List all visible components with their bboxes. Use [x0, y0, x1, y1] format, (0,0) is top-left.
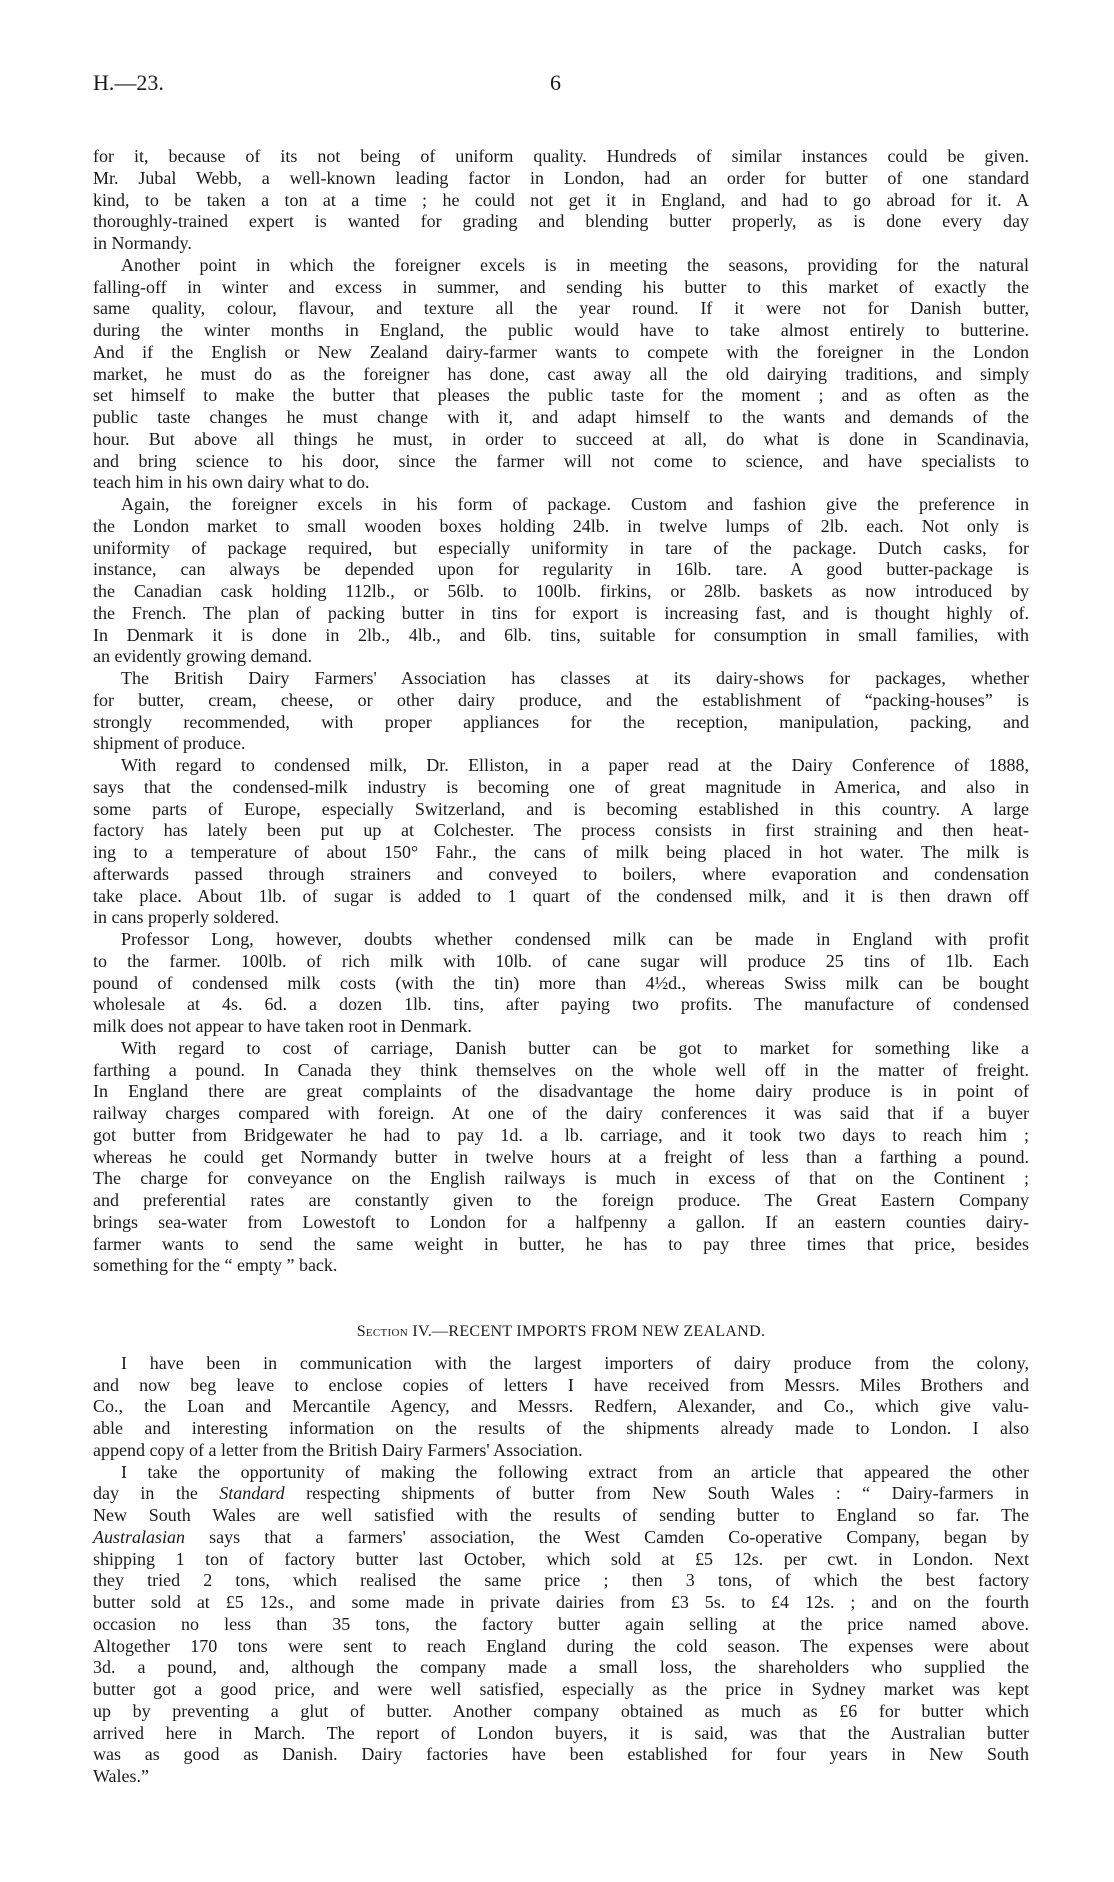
paragraph [93, 1462, 1029, 1788]
paragraph [93, 1038, 1029, 1277]
paragraph [93, 755, 1029, 929]
section-label: Section [356, 1323, 409, 1340]
text-line: Another point in which the foreigner excels is in meeting the seasons, providing for the natural [121, 254, 1029, 275]
text-line: falling-off in winter and excess in summer, and sending his butter to this market of exactly the [93, 276, 1029, 297]
text-line: strongly recommended, with proper appliances for the reception, manipulation, packing, and [93, 711, 1029, 732]
text-line: railway charges compared with foreign. At one of the dairy conferences it was said that if a buyer [93, 1103, 1029, 1123]
text-line: arrived here in March. The report of London buyers, it is said, was that the Australian butter [93, 1722, 1029, 1743]
text-line: shipment of produce. [93, 733, 246, 754]
text-line: Mr. Jubal Webb, a well-known leading factor in London, had an order for butter of one standard [93, 167, 1029, 188]
text-line: market, he must do as the foreigner has done, cast away all the old dairying traditions, and simply [93, 363, 1029, 384]
paragraph [93, 929, 1029, 1038]
text-line: farthing a pound. In Canada they think themselves on the whole well off in the matter of freight. [93, 1059, 1029, 1080]
text-line: With regard to cost of carriage, Danish butter can be got to market for something like a [121, 1037, 1029, 1058]
text-line: The British Dairy Farmers' Association has classes at its dairy-shows for packages, whether [121, 668, 1029, 688]
page-number: 6 [550, 70, 561, 95]
paragraph [93, 494, 1029, 668]
text-line: same quality, colour, flavour, and texture all the year round. If it were not for Danish butter, [93, 298, 1029, 319]
text-line: Co., the Loan and Mercantile Agency, and Messrs. Redfern, Alexander, and Co., which give valu- [93, 1396, 1029, 1417]
text-line: thoroughly-trained expert is wanted for grading and blending butter properly, as is done every day [93, 211, 1029, 232]
text-line: afterwards passed through strainers and conveyed to boilers, where evaporation and condensation [93, 863, 1029, 884]
paragraph [93, 668, 1029, 755]
text-line: during the winter months in England, the public would have to take almost entirely to butterine. [93, 320, 1029, 340]
text-fragment: says that a farmers' association, the West Camden Co-operative Company, began by [185, 1526, 1029, 1547]
section-iv [93, 1353, 1029, 1788]
text-line: set himself to make the butter that pleases the public taste for the moment ; and as often as the [93, 385, 1029, 406]
text-line: pound of condensed milk costs (with the tin) more than 4½d., whereas Swiss milk can be bought [93, 972, 1029, 993]
text-line: ing to a temperature of about 150° Fahr., the cans of milk being placed in hot water. The milk is [93, 842, 1029, 862]
text-line: for butter, cream, cheese, or other dairy produce, and the establishment of “packing-houses” is [93, 689, 1029, 710]
section-title: IV.—RECENT IMPORTS FROM NEW ZEALAND. [412, 1323, 766, 1340]
text-line: Altogether 170 tons were sent to reach England during the cold season. The expenses were about [93, 1635, 1029, 1656]
text-line: In England there are great complaints of the disadvantage the home dairy produce is in point of [93, 1081, 1029, 1102]
text-line: milk does not appear to have taken root in Denmark. [93, 1016, 472, 1036]
text-line: I take the opportunity of making the following extract from an article that appeared the other [121, 1461, 1029, 1482]
text-line: says that the condensed-milk industry is becoming one of great magnitude in America, and also in [93, 776, 1029, 797]
text-line: whereas he could get Normandy butter in twelve hours at a freight of less than a farthing a pound. [93, 1146, 1029, 1167]
page-body [93, 146, 1029, 1788]
text-line: Wales.” [93, 1766, 150, 1786]
text-line: append copy of a letter from the British Dairy Farmers' Association. [93, 1439, 583, 1460]
text-line: able and interesting information on the results of the shipments already made to London. I also [93, 1418, 1029, 1438]
text-line: instance, can always be depended upon for regularity in 16lb. tare. A good butter-package is [93, 559, 1029, 580]
text-line: butter sold at £5 12s., and some made in private dairies from £3 5s. to £4 12s. ; and on the fourth [93, 1592, 1029, 1612]
text-line: an evidently growing demand. [93, 646, 312, 667]
text-line: the French. The plan of packing butter in tins for export is increasing fast, and is thought highly of. [93, 602, 1029, 623]
text-line: and preferential rates are constantly given to the foreign produce. The Great Eastern Company [93, 1190, 1029, 1210]
text-line: the Canadian cask holding 112lb., or 56lb. to 100lb. firkins, or 28lb. baskets as now introduced by [93, 581, 1029, 601]
italic-title: Standard [219, 1483, 285, 1504]
text-line: wholesale at 4s. 6d. a dozen 1lb. tins, after paying two profits. The manufacture of condensed [93, 994, 1029, 1015]
text-line: some parts of Europe, especially Switzerland, and is becoming established in this country. A large [93, 798, 1029, 819]
text-line: factory has lately been put up at Colchester. The process consists in first straining and then heat- [93, 820, 1029, 841]
text-fragment: respecting shipments of butter from New South Wales : “ Dairy-farmers in [284, 1483, 1029, 1504]
text-line: in Normandy. [93, 233, 192, 253]
text-line: farmer wants to send the same weight in butter, he has to pay three times that price, besides [93, 1233, 1029, 1254]
text-line: And if the English or New Zealand dairy-farmer wants to compete with the foreigner in the London [93, 341, 1029, 362]
text-line: New South Wales are well satisfied with the results of sending butter to England so far. The [93, 1505, 1029, 1525]
text-line: hour. But above all things he must, in order to succeed at all, do what is done in Scandinavia, [93, 428, 1029, 449]
text-line: The charge for conveyance on the English railways is much in excess of that on the Continent ; [93, 1168, 1029, 1189]
text-line: teach him in his own dairy what to do. [93, 472, 370, 493]
text-line: 3d. a pound, and, although the company made a small loss, the shareholders who supplied the [93, 1657, 1029, 1678]
text-line: they tried 2 tons, which realised the same price ; then 3 tons, of which the best factory [93, 1570, 1029, 1591]
text-line: and now beg leave to enclose copies of letters I have received from Messrs. Miles Brothers and [93, 1374, 1029, 1395]
text-line: occasion no less than 35 tons, the factory butter again selling at the price named above. [93, 1613, 1029, 1634]
text-line: With regard to condensed milk, Dr. Elliston, in a paper read at the Dairy Conference of 1888, [121, 755, 1029, 775]
text-line: Professor Long, however, doubts whether condensed milk can be made in England with profit [121, 929, 1029, 949]
paragraph [93, 146, 1029, 255]
text-line: in cans properly soldered. [93, 907, 279, 928]
document-reference: H.—23. [93, 70, 164, 95]
text-line: for it, because of its not being of uniform quality. Hundreds of similar instances could be given. [93, 146, 1029, 166]
text-line: the London market to small wooden boxes holding 24lb. in twelve lumps of 2lb. each. Not only is [93, 515, 1029, 536]
paragraph [93, 255, 1029, 494]
text-line: and bring science to his door, since the farmer will not come to science, and have specialists to [93, 450, 1029, 471]
text-line: brings sea-water from Lowestoft to London for a halfpenny a gallon. If an eastern counties dairy- [93, 1211, 1029, 1232]
text-line [93, 1527, 1029, 1549]
text-line: was as good as Danish. Dairy factories have been established for four years in New South [93, 1744, 1029, 1765]
text-line: got butter from Bridgewater he had to pay 1d. a lb. carriage, and it took two days to reach him ; [93, 1124, 1029, 1145]
text-line: something for the “ empty ” back. [93, 1255, 338, 1276]
section-heading [93, 1321, 1029, 1343]
text-line: up by preventing a glut of butter. Another company obtained as much as £6 for butter which [93, 1700, 1029, 1721]
text-line: to the farmer. 100lb. of rich milk with 10lb. of cane sugar will produce 25 tins of 1lb. Each [93, 950, 1029, 971]
text-line: Again, the foreigner excels in his form of package. Custom and fashion give the preference in [121, 494, 1029, 514]
text-line: shipping 1 ton of factory butter last October, which sold at £5 12s. per cwt. in London. Next [93, 1548, 1029, 1569]
text-line: butter got a good price, and were well satisfied, especially as the price in Sydney market was kept [93, 1679, 1029, 1699]
paragraph [93, 1353, 1029, 1462]
text-line: take place. About 1lb. of sugar is added to 1 quart of the condensed milk, and it is then drawn off [93, 885, 1029, 906]
italic-title: Australasian [93, 1526, 186, 1547]
text-line: In Denmark it is done in 2lb., 4lb., and 6lb. tins, suitable for consumption in small families, with [93, 624, 1029, 645]
text-line: uniformity of package required, but especially uniformity in tare of the package. Dutch casks, for [93, 537, 1029, 558]
text-line: I have been in communication with the largest importers of dairy produce from the colony, [121, 1352, 1029, 1373]
text-line [93, 1483, 1029, 1505]
text-line: kind, to be taken a ton at a time ; he could not get it in England, and had to go abroad for it. A [93, 189, 1029, 210]
text-fragment: day in the [93, 1483, 220, 1504]
text-line: public taste changes he must change with it, and adapt himself to the wants and demands of the [93, 407, 1029, 427]
section-iii-continued [93, 146, 1029, 1277]
